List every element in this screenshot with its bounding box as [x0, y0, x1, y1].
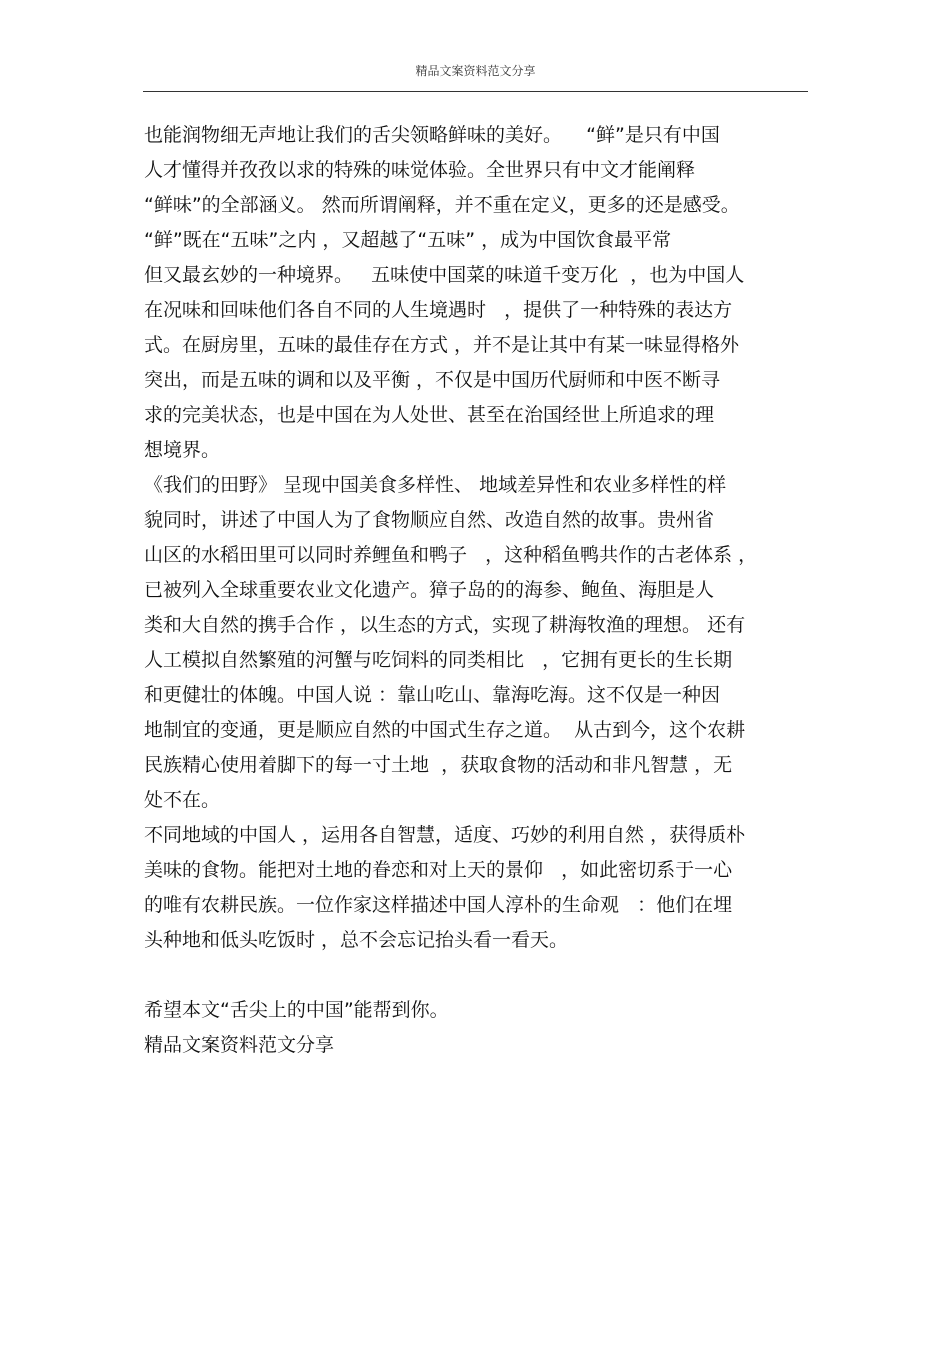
- text-line: 美味的食物。能把对土地的眷恋和对上天的景仰 ，如此密切系于一心: [144, 859, 733, 881]
- text-line: 但又最玄妙的一种境界。 五味使中国菜的味道千变万化 ，也为中国人: [144, 264, 745, 286]
- text-line: 式。在厨房里，五味的最佳存在方式 ，并不是让其中有某一味显得格外: [144, 334, 740, 356]
- text-line: 突出，而是五味的调和以及平衡 ，不仅是中国历代厨师和中医不断寻: [144, 369, 721, 391]
- text-line: 地制宜的变通，更是顺应自然的中国式生存之道。 从古到今，这个农耕: [144, 719, 746, 741]
- text-line: 在况味和回味他们各自不同的人生境遇时 ，提供了一种特殊的表达方: [144, 299, 733, 321]
- text-line: 和更健壮的体魄。中国人说 ：靠山吃山、靠海吃海。这不仅是一种因: [144, 684, 721, 706]
- text-line: 想境界。: [144, 439, 221, 461]
- text-line: 民族精心使用着脚下的每一寸土地 ，获取食物的活动和非凡智慧 ，无: [144, 754, 733, 776]
- text-line: 也能润物细无声地让我们的舌尖领略鲜味的美好。 “鲜”是只有中国: [144, 124, 720, 146]
- text-line: 山区的水稻田里可以同时养鲤鱼和鸭子 ，这种稻鱼鸭共作的古老体系 ，: [144, 544, 758, 566]
- text-line: “鲜味”的全部涵义。 然而所谓阐释，并不重在定义，更多的还是感受。: [144, 194, 740, 216]
- text-line: 头种地和低头吃饭时 ，总不会忘记抬头看一看天。: [144, 929, 569, 951]
- closing-line: 希望本文“舌尖上的中国”能帮到你。: [144, 999, 449, 1021]
- text-line: 不同地域的中国人 ，运用各自智慧，适度、巧妙的利用自然 ，获得质朴: [144, 824, 746, 846]
- text-line: 《我们的田野》 呈现中国美食多样性、 地域差异性和农业多样性的样: [144, 474, 727, 496]
- text-line: “鲜”既在“五味”之内 ，又超越了“五味” ，成为中国饮食最平常: [144, 229, 672, 251]
- text-line: 的唯有农耕民族。一位作家这样描述中国人淳朴的生命观 ：他们在埋: [144, 894, 733, 916]
- page-header: 精品文案资料范文分享: [415, 64, 536, 78]
- blank-line: [144, 958, 824, 993]
- text-line: 人才懂得并孜孜以求的特殊的味觉体验。全世界只有中文才能阐释: [144, 159, 696, 181]
- header-divider: [143, 91, 808, 92]
- text-line: 貌同时，讲述了中国人为了食物顺应自然、改造自然的故事。贵州省: [144, 509, 715, 531]
- text-line: 已被列入全球重要农业文化遗产。獐子岛的的海参、鲍鱼、海胆是人: [144, 579, 715, 601]
- text-line: 求的完美状态，也是中国在为人处世、甚至在治国经世上所追求的理: [144, 404, 715, 426]
- text-line: 人工模拟自然繁殖的河蟹与吃饲料的同类相比 ，它拥有更长的生长期: [144, 649, 733, 671]
- text-line: 类和大自然的携手合作 ，以生态的方式，实现了耕海牧渔的理想。 还有: [144, 614, 746, 636]
- footer-line: 精品文案资料范文分享: [144, 1034, 335, 1056]
- document-body: [144, 118, 824, 1063]
- text-line: 处不在。: [144, 789, 221, 811]
